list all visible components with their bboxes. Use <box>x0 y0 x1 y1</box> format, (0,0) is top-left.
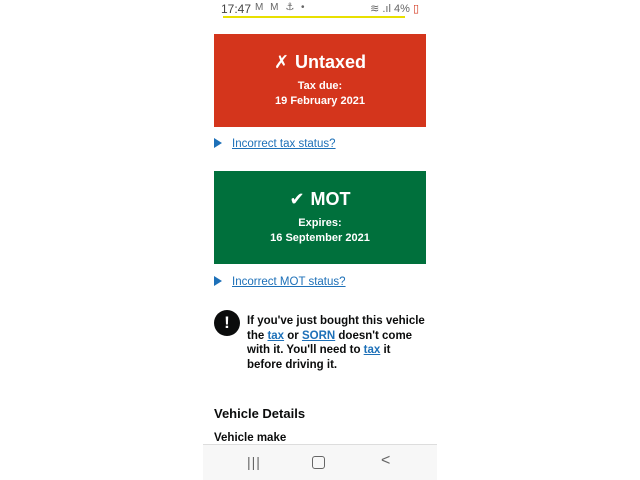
home-button[interactable] <box>312 456 325 469</box>
tax-link[interactable]: tax <box>267 329 285 342</box>
sorn-link[interactable]: SORN <box>301 329 336 342</box>
android-nav-bar <box>203 444 437 480</box>
exclamation-icon: ! <box>214 310 240 336</box>
back-button[interactable]: < <box>381 452 391 469</box>
incorrect-mot-status-text[interactable]: Incorrect MOT status? <box>232 276 346 288</box>
vehicle-make-label: Vehicle make <box>214 432 287 444</box>
page-loading-bar <box>223 16 405 18</box>
warning-text-part: or <box>284 329 302 342</box>
signal-icon: ≋ .ıl <box>370 3 391 15</box>
status-right <box>370 2 419 15</box>
check-icon: ✔ <box>289 189 305 209</box>
expand-triangle-icon <box>214 276 222 286</box>
cross-icon: ✗ <box>273 52 290 72</box>
incorrect-tax-status-link[interactable] <box>214 138 336 150</box>
vehicle-details-heading: Vehicle Details <box>214 406 306 421</box>
tax-status-box <box>214 34 426 127</box>
expand-triangle-icon <box>214 138 222 148</box>
mot-status-box <box>214 171 426 264</box>
battery-icon: ▯ <box>412 3 419 15</box>
battery-percent: 4% <box>393 3 410 15</box>
status-bar <box>203 0 437 20</box>
mot-expires-label: Expires: <box>298 217 342 229</box>
recent-apps-button[interactable]: ||| <box>247 454 261 470</box>
mot-expiry-date: 16 September 2021 <box>270 232 370 244</box>
phone-screen <box>203 0 437 480</box>
status-time: 17:47 <box>221 2 252 16</box>
mot-status-label: MOT <box>310 189 351 209</box>
tax-status-title <box>214 51 426 73</box>
mot-status-title <box>214 188 426 210</box>
tax-due-label: Tax due: <box>297 80 343 92</box>
warning-text-part: doesn't come with it. You'll need to <box>247 329 413 356</box>
incorrect-tax-status-text[interactable]: Incorrect tax status? <box>232 138 336 150</box>
notification-icons: M M ⚓ • <box>255 2 307 13</box>
warning-text-part: If you've just bought this vehicle the <box>247 315 425 342</box>
tax-due-date: 19 February 2021 <box>275 95 365 107</box>
warning-text <box>247 314 427 372</box>
page-content[interactable] <box>203 20 437 444</box>
warning-text-part: it before driving it. <box>247 344 391 371</box>
tax-link-2[interactable]: tax <box>363 344 381 356</box>
incorrect-mot-status-link[interactable] <box>214 276 346 288</box>
tax-status-label: Untaxed <box>295 52 367 72</box>
